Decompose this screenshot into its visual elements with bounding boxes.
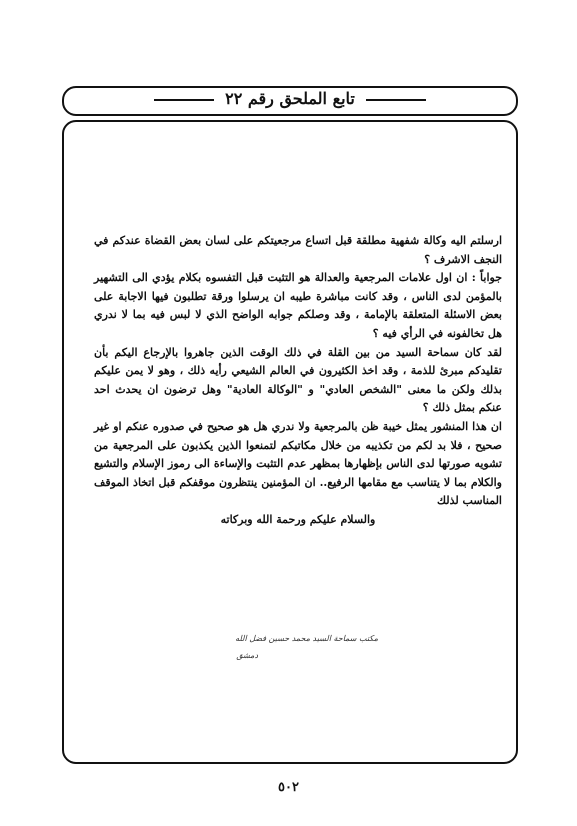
closing-greeting: والسلام عليكم ورحمة الله وبركاته	[220, 512, 376, 526]
header-title-row	[64, 89, 516, 108]
signature-office: مكتب سماحة السيد محمد حسين فضل الله	[235, 634, 378, 643]
paragraph-4: ان هذا المنشور يمثل خيبة ظن بالمرجعية ولا ندري هل هو صحيح في صدوره عنكم او غير صحيح ، فلا بد لكم من تكذيبه من خلال مكاتبكم لتمنعوا الذين يكذبون على المرجعية من تشويه صورتها لدى الناس بإظهارها بمظهر عدم التثبت والإساءة الى رموز الإسلام والتشيع والكلام بما لا يتناسب مع مقامها الرفيع.. ان المؤمنين ينتظرون موقفكم قبل اتخاذ الموقف المناسب لذلك	[94, 419, 502, 508]
signature-block	[118, 634, 378, 660]
header-frame	[62, 86, 518, 116]
paragraph-1: ارسلتم اليه وكالة شفهية مطلقة قبل اتساع مرجعيتكم على لسان بعض القضاة عندكم في النجف الاشرف ؟	[94, 234, 502, 266]
paragraph-3: لقد كان سماحة السيد من بين القلة في ذلك الوقت الذين جاهروا بالإرجاع اليكم بأن تقليدكم مبرئ للذمة ، وقد اخذ الكثيرون في العالم الشيعي رأيه ذلك ، وهو لا يمن عليكم بذلك ولكن ما معنى "الشخص العادي" و "الوكالة العادية" وهل ترضون ان يحدث احد عنكم بمثل ذلك ؟	[94, 345, 502, 415]
paragraph-2: جواباً : ان اول علامات المرجعية والعدالة هو التثبت قبل التفسوه بكلام يؤدي الى التشهير بالمؤمن لدى الناس ، وقد كانت مباشرة طيبه ان يرسلوا ورقة تطلبون فيها الاجابة على بعض الاسئلة المتعلقة بالإمامة ، وقد وصلكم جوابه الواضح الذي لا لبس فيه بما لا ندري هل تخالفونه في الرأي فيه ؟	[94, 271, 502, 340]
page-header-title: تابع الملحق رقم ٢٢	[225, 89, 355, 108]
header-dash-left	[154, 99, 214, 101]
page-number: ٥٠٢	[278, 780, 299, 795]
header-dash-right	[366, 99, 426, 101]
document-body	[94, 232, 502, 530]
signature-city: دمشق	[236, 651, 258, 660]
